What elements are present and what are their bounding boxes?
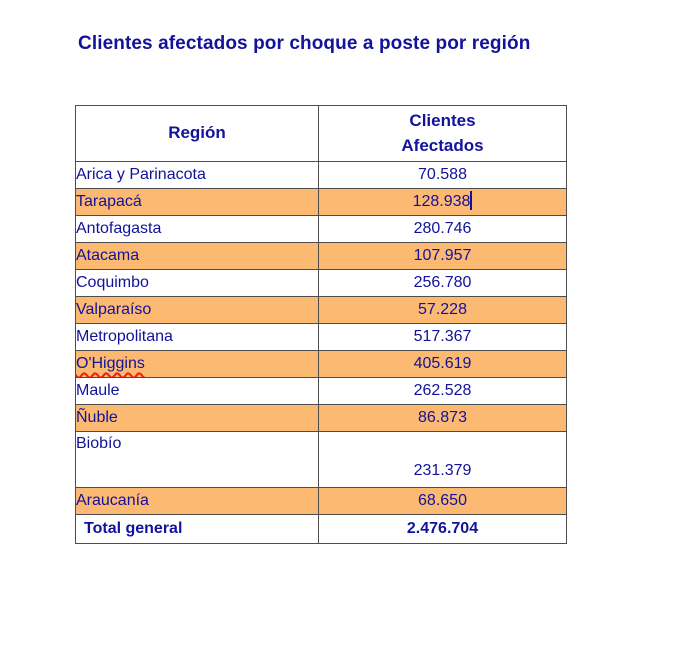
value-text: 128.938 xyxy=(412,193,471,210)
value-cell[interactable] xyxy=(319,488,567,515)
value-cell[interactable] xyxy=(319,378,567,405)
region-cell[interactable] xyxy=(76,324,319,351)
value-cell[interactable] xyxy=(319,216,567,243)
region-cell[interactable] xyxy=(76,270,319,297)
header-row xyxy=(76,106,567,162)
column-header-clients-line2: Afectados xyxy=(401,135,484,155)
value-cell[interactable] xyxy=(319,324,567,351)
table-body xyxy=(76,162,567,515)
value-text: 57.228 xyxy=(418,301,467,318)
total-label-cell[interactable] xyxy=(76,515,319,544)
value-text: 517.367 xyxy=(413,328,472,345)
region-name: Arica y Parinacota xyxy=(76,166,206,183)
region-name: Maule xyxy=(76,382,120,399)
value-cell[interactable] xyxy=(319,162,567,189)
region-name: Biobío xyxy=(76,435,122,452)
table-row xyxy=(76,243,567,270)
value-cell[interactable] xyxy=(319,297,567,324)
region-cell[interactable] xyxy=(76,162,319,189)
region-cell[interactable] xyxy=(76,351,319,378)
regions-table xyxy=(75,105,567,544)
table-row xyxy=(76,189,567,216)
table-row xyxy=(76,432,567,488)
total-row xyxy=(76,515,567,544)
value-cell[interactable] xyxy=(319,243,567,270)
region-cell[interactable] xyxy=(76,488,319,515)
table-row xyxy=(76,324,567,351)
region-name: Ñuble xyxy=(76,409,118,426)
table-row xyxy=(76,270,567,297)
column-header-region[interactable] xyxy=(76,106,319,162)
page-title: Clientes afectados por choque a poste por región xyxy=(78,33,531,54)
table-row xyxy=(76,297,567,324)
region-name: O'Higgins xyxy=(76,355,145,372)
region-name: Antofagasta xyxy=(76,220,162,237)
region-cell[interactable] xyxy=(76,378,319,405)
value-cell[interactable] xyxy=(319,432,567,488)
region-cell[interactable] xyxy=(76,297,319,324)
region-name: Valparaíso xyxy=(76,301,152,318)
total-label: Total general xyxy=(84,520,183,537)
column-header-clients[interactable] xyxy=(319,106,567,162)
region-cell[interactable] xyxy=(76,243,319,270)
table-row xyxy=(76,351,567,378)
value-text: 231.379 xyxy=(413,462,472,479)
region-name: Araucanía xyxy=(76,492,149,509)
value-cell[interactable] xyxy=(319,189,567,216)
value-text: 405.619 xyxy=(413,355,472,372)
column-header-clients-line1: Clientes xyxy=(409,110,476,130)
region-name: Metropolitana xyxy=(76,328,173,345)
total-value: 2.476.704 xyxy=(406,520,479,537)
table-row xyxy=(76,405,567,432)
table-row xyxy=(76,162,567,189)
value-text: 68.650 xyxy=(418,492,467,509)
region-cell[interactable] xyxy=(76,189,319,216)
column-header-region-label: Región xyxy=(168,123,226,143)
value-text: 262.528 xyxy=(413,382,472,399)
value-cell[interactable] xyxy=(319,405,567,432)
value-text: 256.780 xyxy=(413,274,472,291)
region-name: Atacama xyxy=(76,247,140,264)
value-text: 280.746 xyxy=(413,220,472,237)
region-cell[interactable] xyxy=(76,432,319,488)
value-text: 107.957 xyxy=(413,247,472,264)
value-cell[interactable] xyxy=(319,270,567,297)
table-row xyxy=(76,216,567,243)
region-name: Coquimbo xyxy=(76,274,149,291)
value-cell[interactable] xyxy=(319,351,567,378)
value-text: 70.588 xyxy=(418,166,467,183)
region-name: Tarapacá xyxy=(76,193,142,210)
table-row xyxy=(76,488,567,515)
total-value-cell[interactable] xyxy=(319,515,567,544)
text-cursor xyxy=(470,191,472,210)
table-row xyxy=(76,378,567,405)
region-cell[interactable] xyxy=(76,405,319,432)
region-cell[interactable] xyxy=(76,216,319,243)
value-text: 86.873 xyxy=(418,409,467,426)
